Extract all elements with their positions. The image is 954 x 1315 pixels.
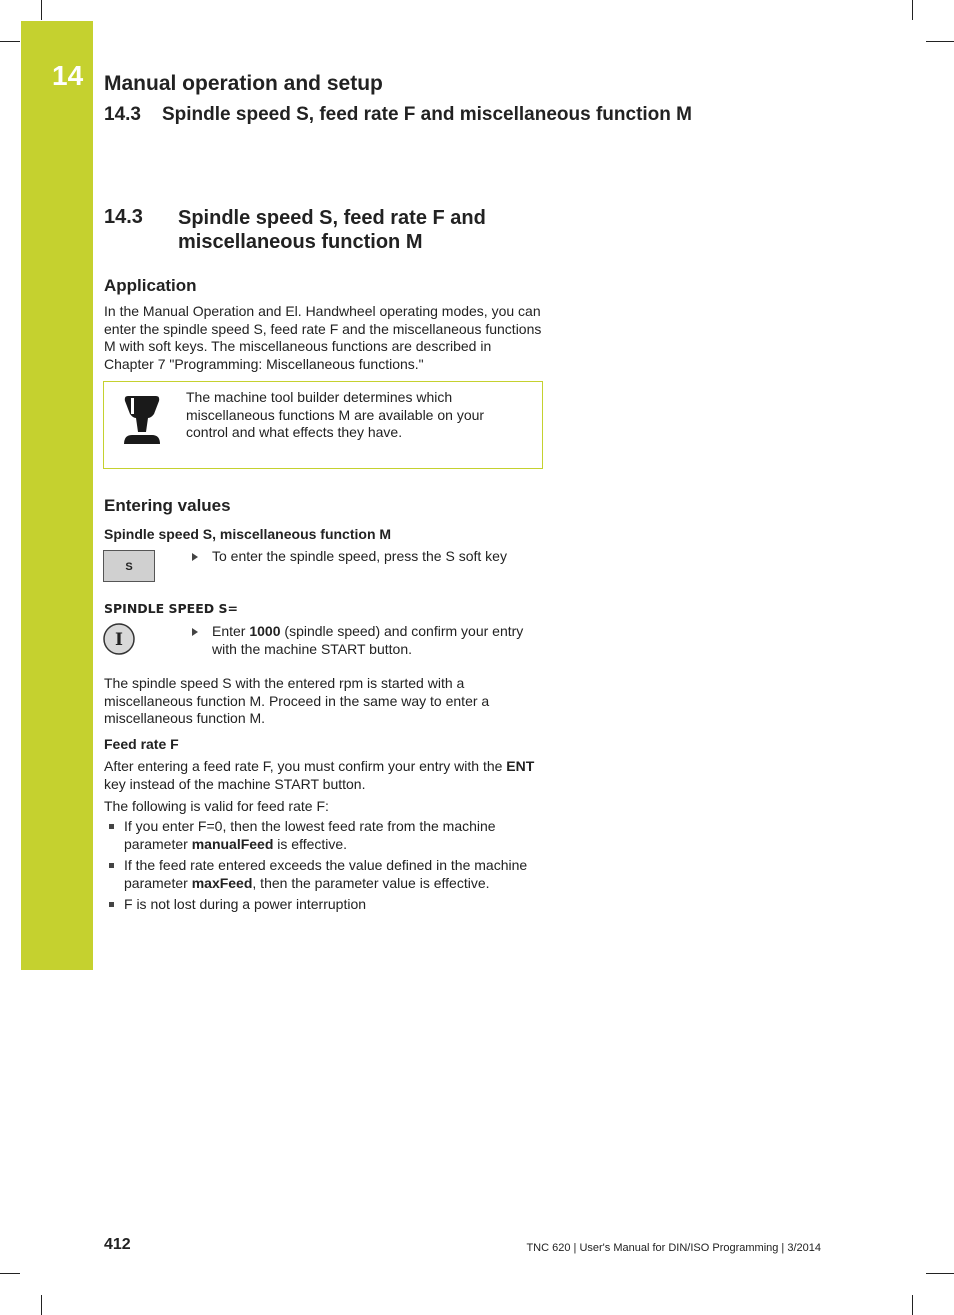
machine-note-box <box>103 381 543 469</box>
spindle-speed-subheading: Spindle speed S, miscellaneous function M <box>104 526 392 542</box>
crop-mark <box>926 1273 954 1274</box>
machine-builder-icon <box>122 392 162 448</box>
section-number: 14.3 <box>104 206 143 228</box>
running-header <box>104 104 692 126</box>
svg-text:I: I <box>115 630 123 650</box>
machine-note-text: The machine tool builder determines which miscellaneous functions M are available on your control and what effects they have. <box>186 389 485 440</box>
page-number: 412 <box>104 1236 131 1253</box>
feed-rate-valid-text: The following is valid for feed rate F: <box>104 798 329 814</box>
feed-rate-bullet-list <box>104 818 544 918</box>
input-icon <box>103 623 135 655</box>
feed-rate-paragraph: After entering a feed rate F, you must confirm your entry with the ENT key instead of the machine START button. <box>104 758 535 792</box>
application-heading: Application <box>104 276 197 295</box>
crop-mark <box>912 1295 913 1315</box>
step-enter-speed <box>192 623 542 658</box>
crop-mark <box>41 1295 42 1315</box>
bullet-square-icon <box>109 824 114 829</box>
speed-value: 1000 <box>249 623 281 639</box>
crop-mark <box>926 41 954 42</box>
chapter-number: 14 <box>52 60 84 91</box>
list-item: If the feed rate entered exceeds the value defined in the machine parameter maxFeed, then the parameter value is effective. <box>104 857 544 892</box>
entering-values-heading: Entering values <box>104 496 231 515</box>
crop-mark <box>912 0 913 20</box>
chapter-title: Manual operation and setup <box>104 72 383 95</box>
s-soft-key[interactable]: S <box>103 550 155 582</box>
list-item: F is not lost during a power interruption <box>104 896 544 914</box>
spindle-paragraph: The spindle speed S with the entered rpm is started with a miscellaneous function M. Proceed in the same way to enter a miscellaneous function M. <box>104 675 490 726</box>
step-enter-speed-text: Enter 1000 (spindle speed) and confirm your entry with the machine START button. <box>212 623 524 657</box>
dialog-prompt: SPINDLE SPEED S= <box>104 601 238 616</box>
chapter-sidebar <box>21 21 93 970</box>
bullet-square-icon <box>109 902 114 907</box>
step-arrow-icon <box>192 628 198 636</box>
crop-mark <box>0 41 20 42</box>
crop-mark <box>0 1273 20 1274</box>
running-header-title: Spindle speed S, feed rate F and miscellaneous function M <box>162 104 692 125</box>
section-title: Spindle speed S, feed rate F and miscellaneous function M <box>178 207 486 253</box>
application-text: In the Manual Operation and El. Handwheel operating modes, you can enter the spindle speed S, feed rate F and the miscellaneous functions M with soft keys. The miscellaneous functions are described in Chapter 7 "Programming: Miscellaneous functions." <box>104 303 542 372</box>
step-press-s-text: To enter the spindle speed, press the S soft key <box>212 548 507 564</box>
step-press-s <box>192 548 542 566</box>
footer-text: TNC 620 | User's Manual for DIN/ISO Programming | 3/2014 <box>526 1242 821 1254</box>
feed-rate-subheading: Feed rate F <box>104 736 179 752</box>
list-item: If you enter F=0, then the lowest feed rate from the machine parameter manualFeed is effective. <box>104 818 544 853</box>
bullet-square-icon <box>109 863 114 868</box>
crop-mark <box>41 0 42 20</box>
ent-key: ENT <box>506 758 535 774</box>
step-arrow-icon <box>192 553 198 561</box>
running-header-number: 14.3 <box>104 104 141 125</box>
